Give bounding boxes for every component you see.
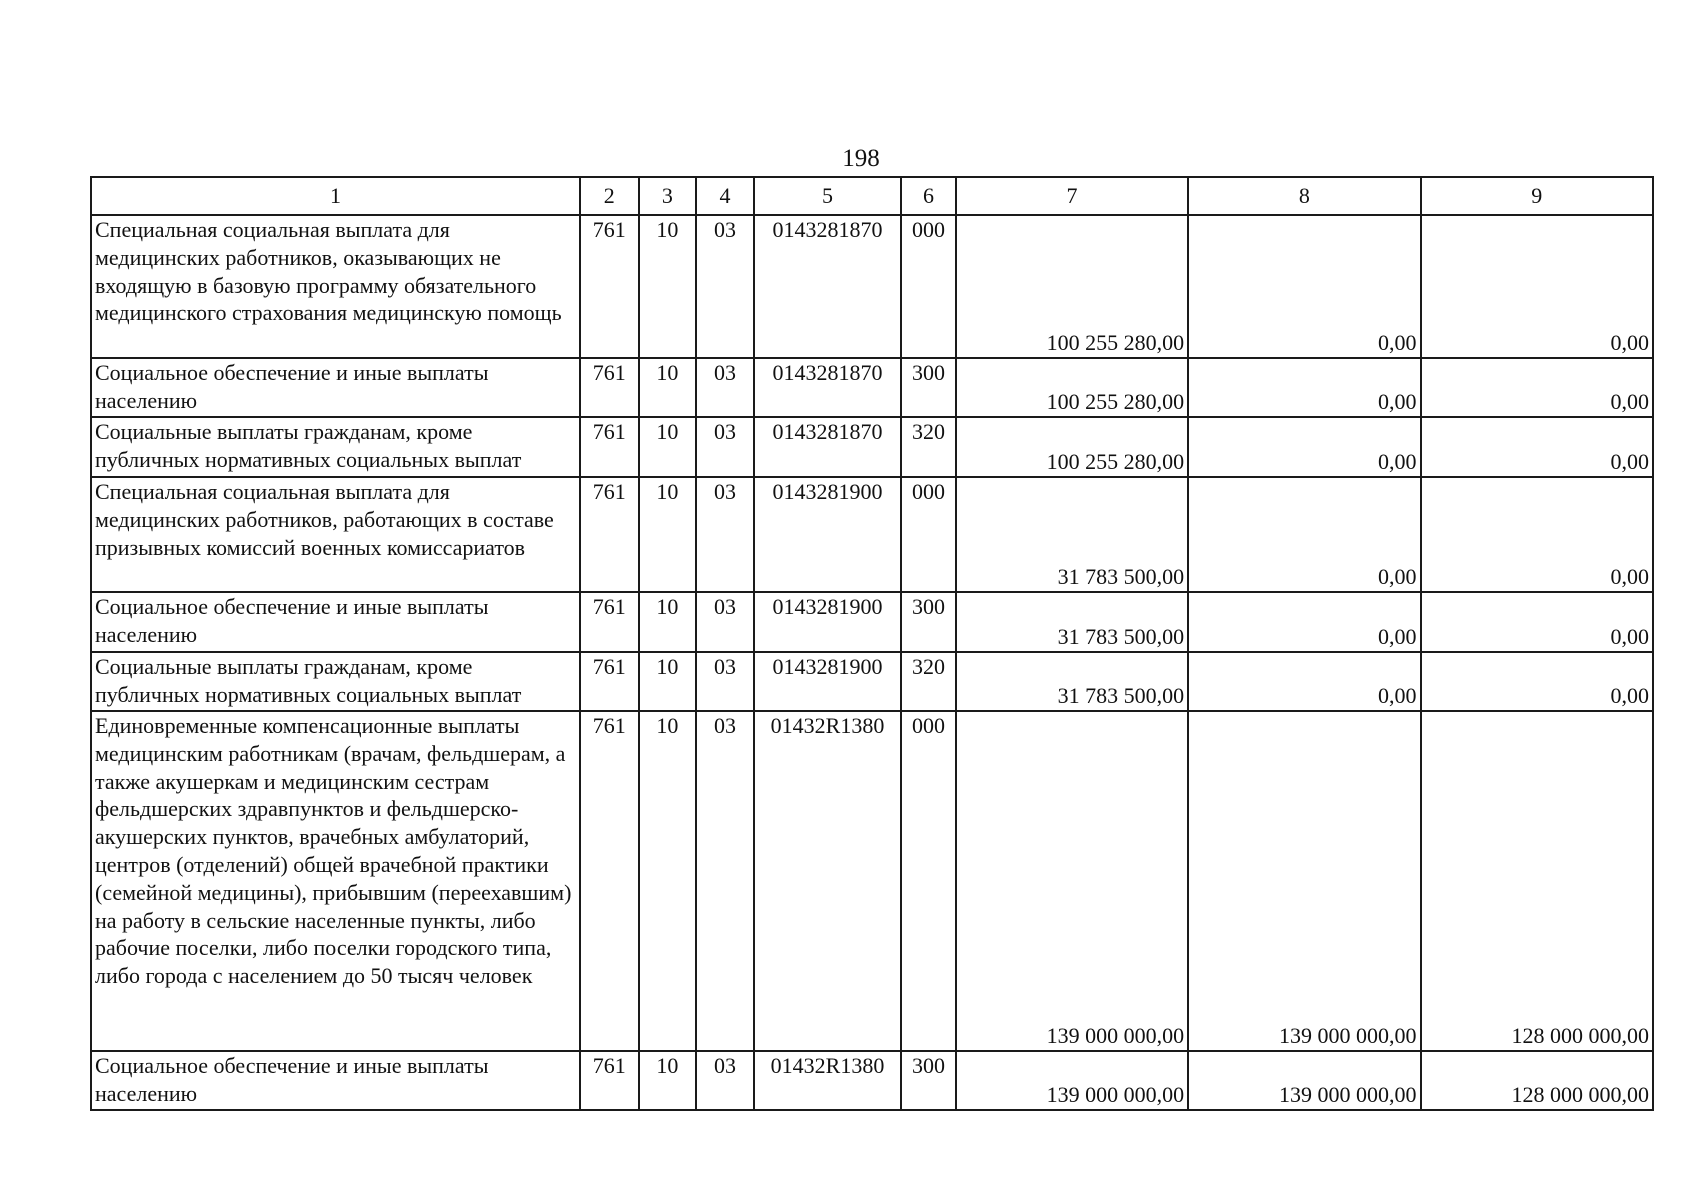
amount-col7-cell: 31 783 500,00 (956, 652, 1188, 711)
column-number-header: 5 (754, 177, 902, 215)
subsection-code-cell: 03 (696, 358, 754, 417)
expense-name-cell: Социальное обеспечение и иные выплаты населению (91, 358, 580, 417)
ministry-code-cell: 761 (580, 477, 639, 592)
amount-col9-cell: 0,00 (1421, 652, 1653, 711)
target-article-cell: 0143281870 (754, 417, 902, 477)
ministry-code-cell: 761 (580, 1051, 639, 1110)
target-article-cell: 0143281870 (754, 215, 902, 358)
column-number-header-row (91, 177, 1653, 215)
expense-type-cell: 300 (901, 358, 956, 417)
amount-col7-cell: 31 783 500,00 (956, 592, 1188, 652)
expense-name-cell: Специальная социальная выплата для медицинских работников, оказывающих не входящую в базовую программу обязательного медицинского страхования медицинскую помощь (91, 215, 580, 358)
column-number-header: 2 (580, 177, 639, 215)
expense-name-cell: Социальные выплаты гражданам, кроме публичных нормативных социальных выплат (91, 417, 580, 477)
budget-table (90, 176, 1654, 1111)
subsection-code-cell: 03 (696, 477, 754, 592)
amount-col7-cell: 100 255 280,00 (956, 358, 1188, 417)
ministry-code-cell: 761 (580, 358, 639, 417)
table-row (91, 592, 1653, 652)
column-number-header: 8 (1188, 177, 1420, 215)
target-article-cell: 0143281900 (754, 477, 902, 592)
expense-name-cell: Социальное обеспечение и иные выплаты населению (91, 592, 580, 652)
table-row (91, 652, 1653, 711)
expense-type-cell: 000 (901, 215, 956, 358)
expense-type-cell: 300 (901, 592, 956, 652)
section-code-cell: 10 (639, 592, 697, 652)
table-row (91, 215, 1653, 358)
amount-col7-cell: 31 783 500,00 (956, 477, 1188, 592)
section-code-cell: 10 (639, 215, 697, 358)
section-code-cell: 10 (639, 417, 697, 477)
amount-col7-cell: 139 000 000,00 (956, 1051, 1188, 1110)
amount-col8-cell: 0,00 (1188, 417, 1420, 477)
table-row (91, 1051, 1653, 1110)
target-article-cell: 01432R1380 (754, 711, 902, 1051)
amount-col8-cell: 139 000 000,00 (1188, 711, 1420, 1051)
target-article-cell: 0143281870 (754, 358, 902, 417)
column-number-header: 9 (1421, 177, 1653, 215)
table-row (91, 477, 1653, 592)
amount-col8-cell: 0,00 (1188, 652, 1420, 711)
ministry-code-cell: 761 (580, 592, 639, 652)
subsection-code-cell: 03 (696, 652, 754, 711)
amount-col9-cell: 128 000 000,00 (1421, 711, 1653, 1051)
amount-col8-cell: 0,00 (1188, 477, 1420, 592)
amount-col9-cell: 0,00 (1421, 417, 1653, 477)
amount-col8-cell: 0,00 (1188, 215, 1420, 358)
section-code-cell: 10 (639, 652, 697, 711)
column-number-header: 6 (901, 177, 956, 215)
page-number: 198 (842, 145, 880, 172)
column-number-header: 3 (639, 177, 697, 215)
expense-type-cell: 000 (901, 711, 956, 1051)
ministry-code-cell: 761 (580, 711, 639, 1051)
amount-col7-cell: 139 000 000,00 (956, 711, 1188, 1051)
target-article-cell: 0143281900 (754, 652, 902, 711)
column-number-header: 1 (91, 177, 580, 215)
amount-col9-cell: 128 000 000,00 (1421, 1051, 1653, 1110)
column-number-header: 4 (696, 177, 754, 215)
table-row (91, 358, 1653, 417)
section-code-cell: 10 (639, 711, 697, 1051)
amount-col9-cell: 0,00 (1421, 592, 1653, 652)
amount-col9-cell: 0,00 (1421, 358, 1653, 417)
amount-col8-cell: 0,00 (1188, 358, 1420, 417)
amount-col9-cell: 0,00 (1421, 477, 1653, 592)
ministry-code-cell: 761 (580, 417, 639, 477)
ministry-code-cell: 761 (580, 215, 639, 358)
section-code-cell: 10 (639, 477, 697, 592)
table-row (91, 711, 1653, 1051)
amount-col8-cell: 139 000 000,00 (1188, 1051, 1420, 1110)
section-code-cell: 10 (639, 1051, 697, 1110)
expense-name-cell: Единовременные компенсационные выплаты медицинским работникам (врачам, фельдшерам, а также акушеркам и медицинским сестрам фельдшерских здравпунктов и фельдшерско-акушерских пунктов, врачебных амбулаторий, центров (отделений) общей врачебной практики (семейной медицины), прибывшим (переехавшим) на работу в сельские населенные пункты, либо рабочие поселки, либо поселки городского типа, либо города с населением до 50 тысяч человек (91, 711, 580, 1051)
amount-col7-cell: 100 255 280,00 (956, 215, 1188, 358)
subsection-code-cell: 03 (696, 1051, 754, 1110)
ministry-code-cell: 761 (580, 652, 639, 711)
expense-name-cell: Социальные выплаты гражданам, кроме публичных нормативных социальных выплат (91, 652, 580, 711)
column-number-header: 7 (956, 177, 1188, 215)
subsection-code-cell: 03 (696, 215, 754, 358)
expense-name-cell: Социальное обеспечение и иные выплаты населению (91, 1051, 580, 1110)
subsection-code-cell: 03 (696, 711, 754, 1051)
subsection-code-cell: 03 (696, 417, 754, 477)
section-code-cell: 10 (639, 358, 697, 417)
amount-col7-cell: 100 255 280,00 (956, 417, 1188, 477)
expense-type-cell: 320 (901, 652, 956, 711)
expense-type-cell: 300 (901, 1051, 956, 1110)
table-row (91, 417, 1653, 477)
expense-type-cell: 320 (901, 417, 956, 477)
amount-col8-cell: 0,00 (1188, 592, 1420, 652)
amount-col9-cell: 0,00 (1421, 215, 1653, 358)
expense-name-cell: Специальная социальная выплата для медицинских работников, работающих в составе призывных комиссий военных комиссариатов (91, 477, 580, 592)
target-article-cell: 01432R1380 (754, 1051, 902, 1110)
expense-type-cell: 000 (901, 477, 956, 592)
target-article-cell: 0143281900 (754, 592, 902, 652)
subsection-code-cell: 03 (696, 592, 754, 652)
